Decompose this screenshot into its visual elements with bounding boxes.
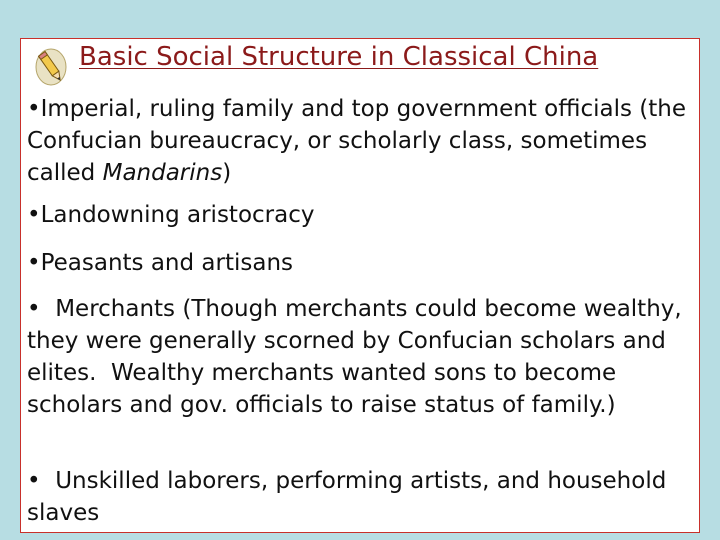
bullet-text: Peasants and artisans bbox=[40, 250, 294, 276]
bullet-marker: • bbox=[27, 468, 41, 494]
bullet-text: Merchants (Though merchants could become wealthy, they were generally scorned by Confucian scholars and elites. Wealthy merchants wanted sons to become scholars and gov. officials to raise status of family.) bbox=[27, 296, 690, 418]
bullet-aristocracy bbox=[27, 199, 695, 231]
bullet-merchants bbox=[27, 293, 695, 421]
bullet-text: Unskilled laborers, performing artists, and household slaves bbox=[27, 468, 674, 526]
bullet-text: Imperial, ruling family and top government officials (the Confucian bureaucracy, or scholarly class, sometimes called bbox=[27, 96, 687, 186]
bullet-marker: • bbox=[27, 250, 41, 276]
slide-title: Basic Social Structure in Classical China bbox=[79, 42, 599, 72]
pencil-icon bbox=[33, 45, 69, 87]
bullet-peasants bbox=[27, 247, 695, 279]
bullet-marker: • bbox=[27, 202, 41, 228]
bullet-marker: • bbox=[27, 96, 41, 122]
bullet-emphasis: Mandarins bbox=[102, 160, 223, 186]
bullet-text: Landowning aristocracy bbox=[40, 202, 315, 228]
slide-frame bbox=[20, 38, 700, 533]
bullet-marker: • bbox=[27, 296, 41, 322]
bullet-text-end: ) bbox=[222, 160, 232, 186]
bullet-unskilled-laborers bbox=[27, 465, 695, 529]
bullet-imperial-family bbox=[27, 93, 695, 189]
